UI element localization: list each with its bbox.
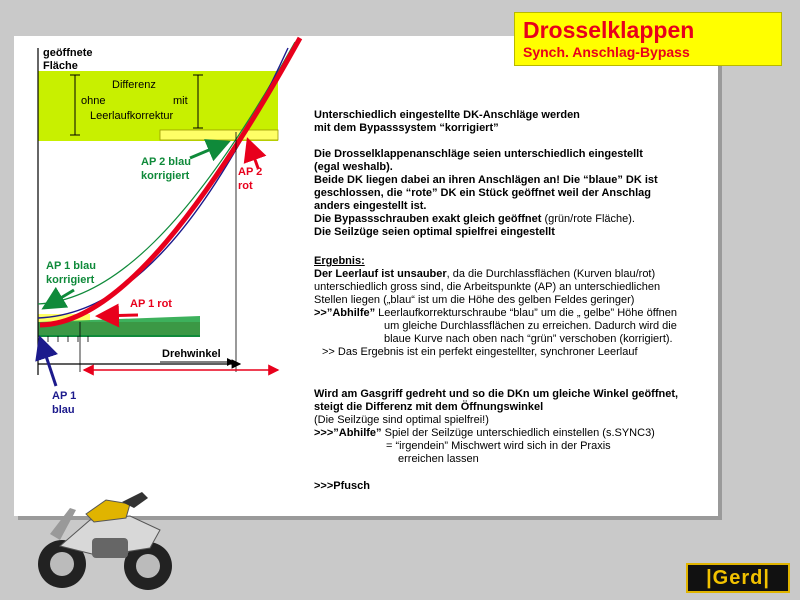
result-line-1-rest: , da die Durchlassflächen (Kurven blau/rot) (446, 268, 656, 280)
premise-line-3: Beide DK liegen dabei an ihren Anschlägen an! Die “blaue” DK ist (314, 174, 658, 186)
premise-line-6-bold: Die Bypassschrauben exakt gleich geöffnet (314, 213, 542, 225)
result-line-7: >> Das Ergebnis ist ein perfekt eingestellter, synchroner Leerlauf (322, 346, 638, 358)
ap2-blue-corrected-label-2: korrigiert (141, 170, 190, 182)
pfusch-label: >>>Pfusch (314, 480, 370, 492)
ap2-blau-arrow (190, 142, 228, 158)
ap2-red-label-2: rot (238, 180, 253, 192)
ap1-blau-arrow (40, 338, 56, 386)
twist-line-1: Wird am Gasgriff gedreht und so die DKn um gleiche Winkel geöffnet, (314, 388, 679, 400)
ap1-blue-label-2: blau (52, 404, 75, 416)
result-line-4-rest: Leerlaufkorrekturschraube “blau” um die „ gelbe” Höhe öffnen (375, 307, 677, 319)
twist-line-4 (314, 427, 655, 440)
twist-line-4-bold: >>>”Abhilfe” (314, 427, 382, 439)
y-axis-label-line1: geöffnete (43, 47, 93, 59)
difference-label: Differenz (112, 79, 156, 91)
ap1-blau-korr-arrow (44, 290, 74, 308)
idle-correction-label: Leerlaufkorrektur (90, 110, 174, 122)
premise-line-2: (egal weshalb). (314, 161, 393, 173)
rotation-angle-label: Drehwinkel (162, 348, 221, 360)
ap1-blue-corrected-label-2: korrigiert (46, 274, 95, 286)
ap1-blue-corrected-label-1: AP 1 blau (46, 260, 96, 272)
twist-line-5: = “irgendein” Mischwert wird sich in der Praxis (386, 440, 611, 452)
twist-line-6: erreichen lassen (398, 453, 479, 465)
result-line-4 (314, 307, 677, 320)
y-axis-label-line2: Fläche (43, 60, 78, 72)
intro-line-2: mit dem Bypasssystem “korrigiert” (314, 122, 499, 134)
gerd-logo: |Gerd| (686, 563, 790, 593)
result-line-3: Stellen liegen („blau“ ist um die Höhe des gelben Feldes geringer) (314, 294, 635, 306)
result-line-6: blaue Kurve nach oben nach “grün” verschoben (korrigiert). (384, 333, 673, 345)
intro-line-1: Unterschiedlich eingestellte DK-Anschläge werden (314, 109, 580, 121)
premise-line-5: anders eingestellt ist. (314, 200, 427, 212)
premise-line-7: Die Seilzüge seien optimal spielfrei eingestellt (314, 226, 555, 238)
result-line-4-bold: >>”Abhilfe” (314, 307, 376, 319)
result-heading: Ergebnis: (314, 255, 365, 267)
twist-line-2: steigt die Differenz mit dem Öffnungswinkel (314, 401, 544, 413)
twist-line-3: (Die Seilzüge sind optimal spielfrei!) (314, 414, 489, 426)
result-line-5: um gleiche Durchlassflächen zu erreichen. Dadurch wird die (384, 320, 677, 332)
motorcycle-image (30, 486, 180, 596)
ap2-red-label-1: AP 2 (238, 166, 263, 178)
difference-without-label: ohne (81, 95, 106, 107)
ap1-blue-label-1: AP 1 (52, 390, 77, 402)
premise-line-6 (314, 213, 635, 226)
premise-line-1: Die Drosselklappenanschläge seien unterschiedlich eingestellt (314, 148, 643, 160)
ap2-blue-corrected-label-1: AP 2 blau (141, 156, 191, 168)
result-line-2: unterschiedlich gross sind, die Arbeitspunkte (AP) an unterschiedlichen (314, 281, 661, 293)
page-title: Drosselklappen (523, 17, 695, 43)
difference-with-label: mit (173, 95, 188, 107)
twist-line-4-rest: Spiel der Seilzüge unterschiedlich einstellen (s.SYNC3) (381, 427, 655, 439)
ap1-rot-arrow (98, 315, 138, 316)
page-subtitle: Synch. Anschlag-Bypass (523, 44, 690, 60)
premise-line-6-note: (grün/rote Fläche). (541, 213, 635, 225)
ap1-red-label: AP 1 rot (130, 298, 172, 310)
result-line-1-bold: Der Leerlauf ist unsauber (314, 268, 447, 280)
result-line-1 (314, 268, 655, 281)
premise-line-4: geschlossen, die “rote” DK ein Stück geöffnet weil der Anschlag (314, 187, 651, 199)
correction-bar-upper (160, 130, 278, 140)
ap2-rot-arrow (248, 140, 258, 168)
